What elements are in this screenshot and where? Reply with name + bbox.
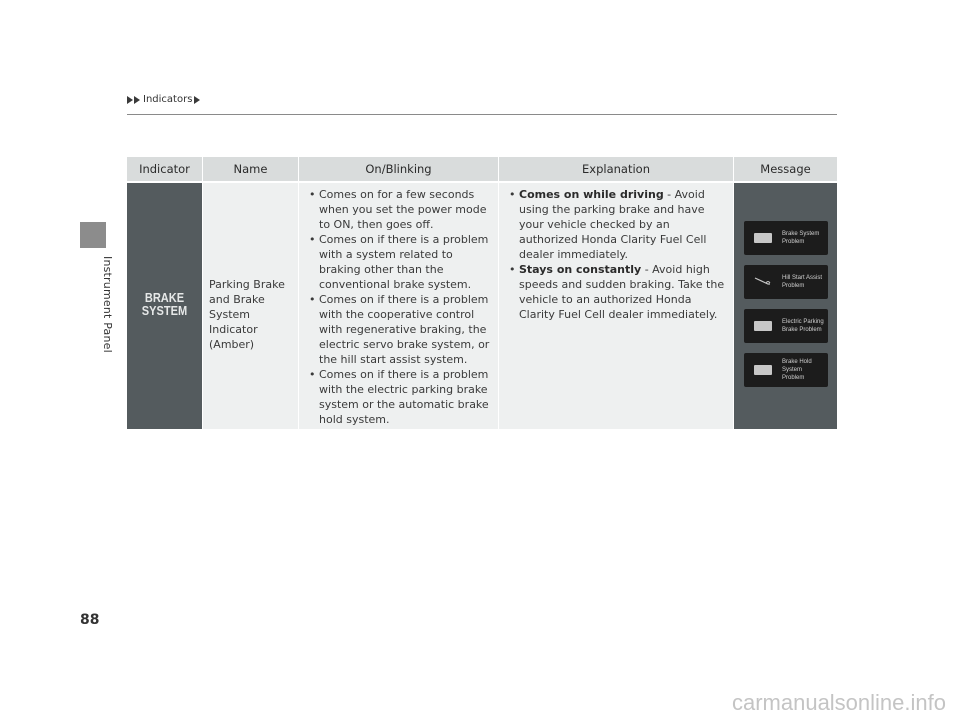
breadcrumb-arrow-icon (134, 96, 140, 104)
explanation-text: - Avoid high speeds and sudden braking. Take the vehicle to an authorized Honda Clarity Fuel Cell dealer immediately. (519, 263, 725, 321)
breadcrumb-text[interactable]: Indicators (143, 94, 193, 105)
list-item: • Comes on if there is a problem with the electric parking brake system or the automatic brake hold system. (309, 367, 492, 427)
breadcrumb-arrow-icon (194, 96, 200, 104)
hill-start-assist-icon (754, 275, 772, 287)
header-divider (127, 114, 837, 115)
message-display (744, 309, 828, 343)
watermark: carmanualsonline.info (731, 690, 946, 715)
side-section-label: Instrument Panel (101, 256, 114, 353)
brake-system-icon (754, 365, 772, 375)
list-item: • Comes on if there is a problem with the cooperative control with regenerative braking, the electric servo brake system, or the hill start assist system. (309, 292, 492, 367)
message-display (744, 353, 828, 387)
message-display (744, 265, 828, 299)
table-row (127, 183, 837, 429)
message-text: Brake Hold System Problem (782, 359, 812, 381)
list-item: • Comes on if there is a problem with a system related to braking other than the conventional brake system. (309, 232, 492, 292)
page-number: 88 (80, 612, 100, 628)
brake-system-icon (754, 321, 772, 331)
explanation-condition: Comes on while driving (519, 188, 664, 201)
list-item (509, 187, 727, 262)
header-on-blinking: On/Blinking (299, 157, 499, 181)
brake-system-indicator-icon: BRAKE SYSTEM (141, 290, 188, 318)
header-name: Name (203, 157, 299, 181)
list-item (509, 262, 727, 322)
header-message: Message (760, 162, 811, 176)
explanation-condition: Stays on constantly (519, 263, 642, 276)
name-cell: Parking Brake and Brake System Indicator (Amber) (203, 183, 299, 429)
indicator-cell (127, 183, 203, 429)
explanation-text: - Avoid using the parking brake and have your vehicle checked by an authorized Honda Clarity Fuel Cell dealer immediately. (519, 188, 707, 261)
header-indicator: Indicator (127, 157, 203, 181)
on-blinking-cell (299, 183, 499, 429)
message-text: Hill Start Assist Problem (782, 275, 823, 289)
table-header-row (127, 157, 837, 181)
explanation-cell (499, 183, 734, 429)
breadcrumb-arrow-icon (127, 96, 133, 104)
brake-system-icon (754, 233, 772, 243)
breadcrumb (127, 94, 201, 105)
message-display (744, 221, 828, 255)
message-text: Brake System Problem (782, 231, 820, 245)
header-explanation: Explanation (499, 157, 734, 181)
section-tab (80, 222, 106, 248)
message-cell (734, 183, 837, 429)
indicator-table (127, 157, 837, 429)
message-text: Electric Parking Brake Problem (782, 319, 824, 333)
list-item: • Comes on for a few seconds when you set the power mode to ON, then goes off. (309, 187, 492, 232)
